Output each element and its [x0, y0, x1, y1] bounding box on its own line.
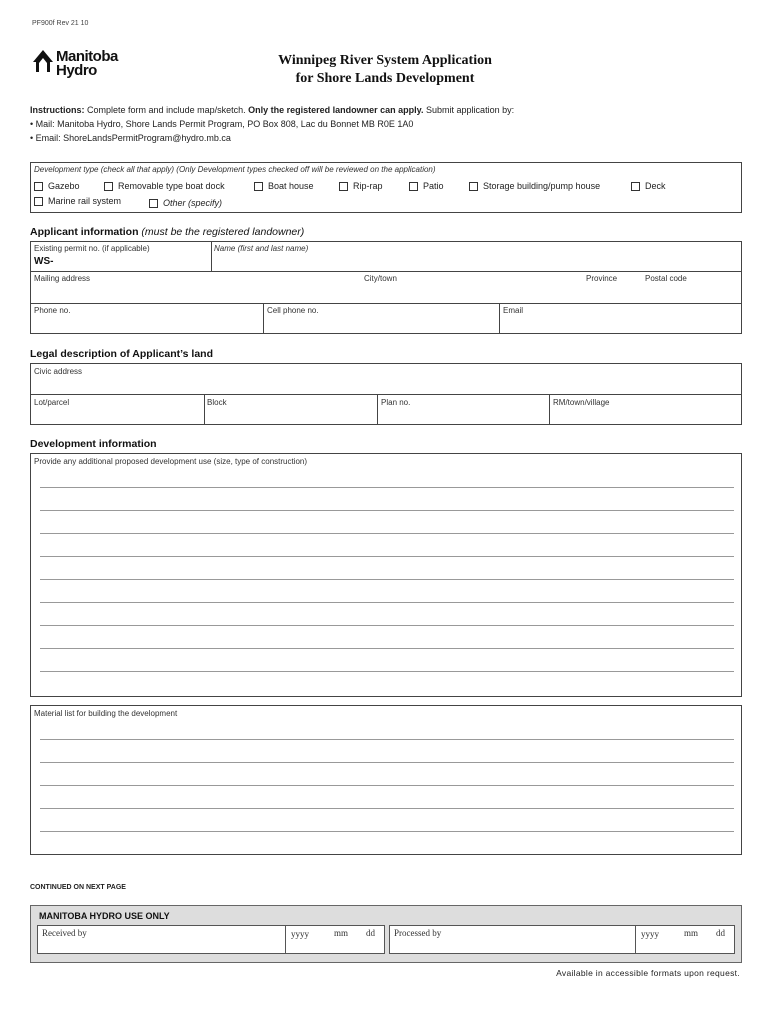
title-line2: for Shore Lands Development: [295, 71, 475, 86]
development-use-label: Provide any additional proposed development use (size, type of construction): [34, 457, 308, 466]
checkbox-storage[interactable]: Storage building/pump house: [469, 181, 600, 191]
office-use-heading: MANITOBA HYDRO USE ONLY: [39, 911, 170, 921]
office-use-box: [30, 905, 742, 963]
applicant-heading: Applicant information (must be the registered landowner): [30, 226, 305, 238]
lot-label: Lot/parcel: [34, 398, 70, 407]
city-label: City/town: [364, 274, 397, 283]
logo-line1: Manitoba: [56, 48, 118, 65]
checkbox-boat-house[interactable]: Boat house: [254, 181, 314, 191]
instructions-text2: Submit application by:: [426, 105, 515, 115]
instructions-text1: Complete form and include map/sketch.: [87, 105, 246, 115]
permit-value[interactable]: WS-: [34, 256, 54, 267]
rm-label: RM/town/village: [553, 398, 610, 407]
checkbox-icon[interactable]: [34, 182, 43, 191]
checkbox-icon[interactable]: [339, 182, 348, 191]
checkbox-marine-rail[interactable]: Marine rail system: [34, 196, 121, 206]
legal-heading: Legal description of Applicant’s land: [30, 348, 213, 360]
checkbox-icon[interactable]: [34, 197, 43, 206]
email-label: Email: [503, 306, 524, 315]
checkbox-boat-dock[interactable]: Removable type boat dock: [104, 181, 225, 191]
checkbox-icon[interactable]: [254, 182, 263, 191]
tower-icon: [30, 48, 56, 74]
received-date-field[interactable]: yyyy mm dd: [285, 925, 385, 954]
logo-line2: Hydro: [56, 62, 97, 79]
name-label: Name (first and last name): [214, 244, 309, 253]
cell-label: Cell phone no.: [267, 306, 319, 315]
plan-label: Plan no.: [381, 398, 411, 407]
checkbox-patio[interactable]: Patio: [409, 181, 444, 191]
applicant-box: [30, 241, 742, 334]
continued-note: CONTINUED ON NEXT PAGE: [30, 884, 126, 891]
accessible-formats-note: Available in accessible formats upon request.: [556, 968, 740, 978]
checkbox-icon[interactable]: [469, 182, 478, 191]
checkbox-icon[interactable]: [149, 199, 158, 208]
legal-box: [30, 363, 742, 425]
checkbox-icon[interactable]: [104, 182, 113, 191]
phone-label: Phone no.: [34, 306, 71, 315]
development-use-box[interactable]: [30, 453, 742, 697]
processed-by-field[interactable]: Processed by: [389, 925, 735, 954]
checkbox-deck[interactable]: Deck: [631, 181, 666, 191]
province-label: Province: [586, 274, 618, 283]
instructions-mail: • Mail: Manitoba Hydro, Shore Lands Permit Program, PO Box 808, Lac du Bonnet MB R0E 1A0: [30, 119, 414, 129]
material-list-label: Material list for building the development: [34, 709, 178, 718]
permit-label: Existing permit no. (if applicable): [34, 244, 150, 253]
development-type-box: [30, 162, 742, 213]
manitoba-hydro-logo: [30, 44, 140, 84]
form-code: PF900f Rev 21 10: [32, 20, 89, 27]
received-by-field[interactable]: Received by: [37, 925, 385, 954]
instructions-label: Instructions:: [30, 105, 85, 115]
postal-label: Postal code: [645, 274, 687, 283]
development-heading: Development information: [30, 438, 157, 450]
civic-label: Civic address: [34, 367, 83, 376]
block-label: Block: [207, 398, 227, 407]
checkbox-icon[interactable]: [409, 182, 418, 191]
checkbox-other[interactable]: Other (specify): [149, 198, 222, 208]
checkbox-icon[interactable]: [631, 182, 640, 191]
title-line1: Winnipeg River System Application: [278, 53, 492, 68]
instructions: [30, 103, 514, 145]
development-type-label: Development type (check all that apply) (Only Development types checked off will be reviewed on the application): [34, 165, 436, 174]
instructions-email: • Email: ShoreLandsPermitProgram@hydro.mb.ca: [30, 133, 231, 143]
form-title: [220, 52, 550, 88]
processed-date-field[interactable]: yyyy mm dd: [635, 925, 735, 954]
checkbox-rip-rap[interactable]: Rip-rap: [339, 181, 383, 191]
mailing-label: Mailing address: [34, 274, 91, 283]
material-list-box[interactable]: [30, 705, 742, 855]
instructions-bold: Only the registered landowner can apply.: [248, 105, 424, 115]
checkbox-gazebo[interactable]: Gazebo: [34, 181, 80, 191]
